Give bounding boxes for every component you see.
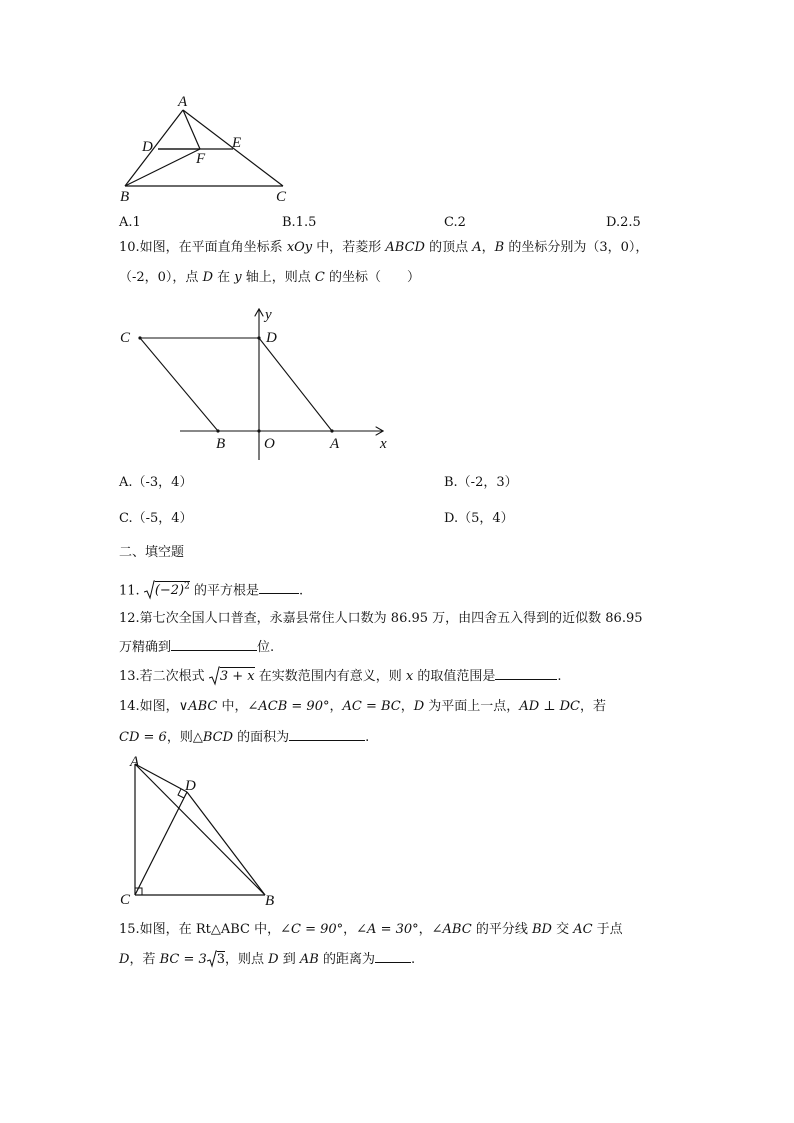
q14-line-1: 14.如图，∨ABC 中，∠ACB = 90°，AC = BC，D 为平面上一点，AD ⊥ DC，若 bbox=[119, 699, 606, 714]
q15-line-1: 15.如图，在 Rt△ABC 中，∠C = 90°，∠A = 30°，∠ABC 的平分线 BD 交 AC 于点 bbox=[119, 922, 623, 937]
answer-blank[interactable] bbox=[259, 581, 299, 594]
label-b: B bbox=[265, 893, 275, 907]
q9-option-c[interactable]: C.2 bbox=[444, 215, 466, 230]
sqrt-sign bbox=[144, 580, 155, 600]
q9-option-a[interactable]: A.1 bbox=[119, 215, 141, 230]
q10-line-2: （-2，0），点 D 在 y 轴上，则点 C 的坐标（ ） bbox=[119, 270, 420, 285]
label-a: A bbox=[178, 94, 188, 110]
label-d: D bbox=[142, 139, 153, 155]
q15-line-2: D，若 BC = 3 3，则点 D 到 AB 的距离为 . bbox=[119, 952, 416, 967]
segment-db bbox=[187, 792, 265, 895]
answer-blank[interactable] bbox=[495, 667, 557, 680]
q12-line-2: 万精确到 位. bbox=[119, 640, 275, 655]
label-o: O bbox=[264, 436, 275, 452]
q12-line-1: 12.第七次全国人口普查，永嘉县常住人口数为 86.95 万，由四舍五入得到的近似数 86.95 bbox=[119, 611, 643, 626]
q10-option-b[interactable]: B.（-2，3） bbox=[444, 475, 518, 490]
segment-ab bbox=[135, 764, 265, 895]
label-b: B bbox=[216, 436, 226, 452]
answer-blank[interactable] bbox=[289, 728, 365, 741]
q10-option-a[interactable]: A.（-3，4） bbox=[119, 475, 193, 490]
label-c: C bbox=[120, 330, 131, 346]
sqrt-sign bbox=[207, 950, 217, 968]
label-a: A bbox=[330, 436, 340, 452]
side-da bbox=[259, 338, 332, 431]
segment-ab bbox=[125, 110, 183, 186]
answer-blank[interactable] bbox=[171, 638, 257, 651]
q9-option-d[interactable]: D.2.5 bbox=[606, 215, 641, 230]
segment-ad bbox=[135, 764, 187, 792]
label-b: B bbox=[120, 189, 130, 205]
q10-line-1: 10.如图，在平面直角坐标系 xOy 中，若菱形 ABCD 的顶点 A，B 的坐标分别为（3，0）， bbox=[119, 240, 649, 255]
axis-label-x: x bbox=[380, 436, 387, 452]
q10-option-d[interactable]: D.（5，4） bbox=[444, 511, 514, 526]
label-c: C bbox=[276, 189, 287, 205]
figure-q14-triangle bbox=[115, 752, 290, 907]
segment-bf bbox=[125, 149, 200, 186]
label-f: F bbox=[196, 151, 206, 167]
q13-line: 13.若二次根式 3 + x 在实数范围内有意义，则 x 的取值范围是 . bbox=[119, 666, 561, 686]
label-a: A bbox=[130, 754, 140, 770]
side-cb bbox=[140, 338, 218, 431]
segment-cd bbox=[135, 792, 187, 895]
label-e: E bbox=[232, 135, 242, 151]
label-d: D bbox=[185, 778, 196, 794]
label-c: C bbox=[120, 892, 131, 907]
q11-line: 11. $(-2)^2$ 的平方根是 . bbox=[119, 582, 304, 599]
section-heading-fill-in: 二、填空题 bbox=[119, 545, 185, 560]
q9-option-b[interactable]: B.1.5 bbox=[282, 215, 317, 230]
figure-q10-rhombus bbox=[110, 300, 400, 465]
label-d: D bbox=[266, 330, 277, 346]
q14-line-2: CD = 6，则△BCD 的面积为 . bbox=[119, 730, 370, 745]
axis-label-y: y bbox=[265, 307, 272, 323]
q10-option-c[interactable]: C.（-5，4） bbox=[119, 511, 193, 526]
answer-blank[interactable] bbox=[375, 950, 411, 963]
sqrt-sign bbox=[209, 666, 220, 686]
figure-q9-triangle bbox=[110, 92, 310, 207]
